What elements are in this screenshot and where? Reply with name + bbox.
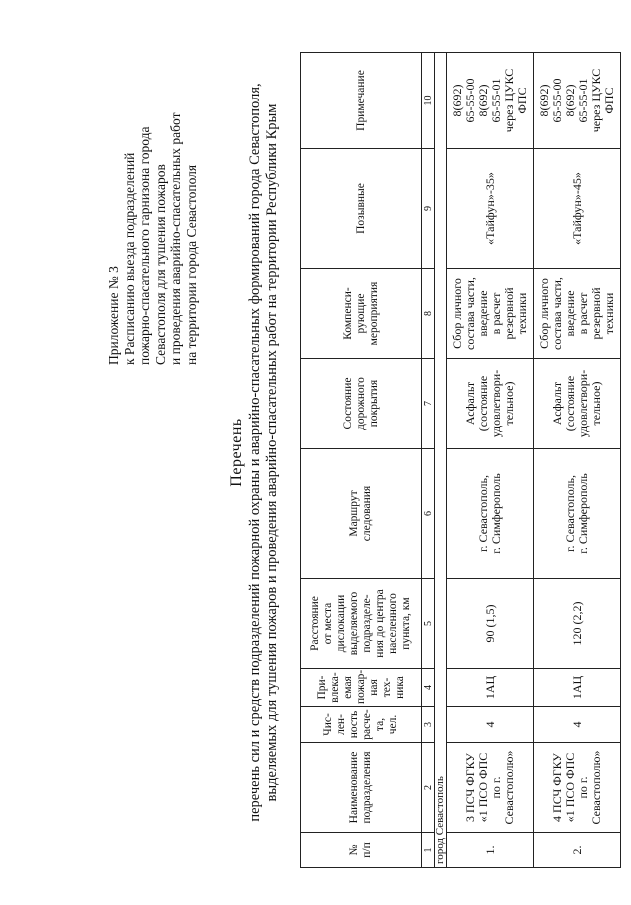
column-number: 8 bbox=[422, 269, 435, 359]
cell-callsign: «Тайфун»-35» bbox=[447, 149, 534, 269]
forces-table bbox=[300, 52, 621, 868]
cell-distance: 90 (1,5) bbox=[447, 579, 534, 669]
appendix-line: на территории города Севастополя bbox=[183, 164, 199, 365]
cell-number: 2. bbox=[534, 833, 621, 868]
header-cell: Позывные bbox=[301, 149, 422, 269]
cell-equipment: 1АЦ bbox=[447, 669, 534, 707]
header-cell: Расстояние от места дислокации выделяемого подразделе- ния до центра населенного пункта, км bbox=[301, 579, 422, 669]
cell-crew: 4 bbox=[447, 707, 534, 743]
document-subtitle-line-1: перечень сил и средств подразделений пожарной охраны и аварийно-спасательных формирований города Севастополя, bbox=[247, 83, 263, 822]
cell-equipment: 1АЦ bbox=[534, 669, 621, 707]
header-cell: Маршрут следования bbox=[301, 449, 422, 579]
column-number: 7 bbox=[422, 359, 435, 449]
header-cell: Состояние дорожного покрытия bbox=[301, 359, 422, 449]
cell-note: 8(692) 65-55-00 8(692) 65-55-01 через ЦУКС ФПС bbox=[534, 53, 621, 149]
cell-unit: 3 ПСЧ ФГКУ «1 ПСО ФПС по г. Севастополю» bbox=[447, 743, 534, 833]
column-number: 3 bbox=[422, 707, 435, 743]
section-label: город Севастополь bbox=[435, 53, 447, 868]
column-number: 5 bbox=[422, 579, 435, 669]
header-cell: Чис- лен- ность расче- та, чел. bbox=[301, 707, 422, 743]
table-row bbox=[534, 53, 621, 868]
cell-measures: Сбор личного состава части, введение в расчет резервной техники bbox=[534, 269, 621, 359]
cell-number: 1. bbox=[447, 833, 534, 868]
column-number: 1 bbox=[422, 833, 435, 868]
cell-road: Асфальт (состояние удовлетвори- тельное) bbox=[447, 359, 534, 449]
document-title: Перечень bbox=[228, 418, 245, 487]
appendix-line: и проведения аварийно-спасательных работ bbox=[168, 112, 183, 365]
cell-route: г. Севастополь, г. Симферополь bbox=[534, 449, 621, 579]
appendix-line: к Расписанию выезда подразделений bbox=[121, 152, 137, 365]
header-cell: № п/п bbox=[301, 833, 422, 868]
header-cell: Компенси- рующие мероприятия bbox=[301, 269, 422, 359]
cell-route: г. Севастополь, г. Симферополь bbox=[447, 449, 534, 579]
cell-road: Асфальт (состояние удовлетвори- тельное) bbox=[534, 359, 621, 449]
cell-callsign: «Тайфун»-45» bbox=[534, 149, 621, 269]
appendix-line: пожарно-спасательного гарнизона города bbox=[137, 126, 152, 365]
appendix-line: Севастополя для тушения пожаров bbox=[152, 164, 168, 365]
table-header-row bbox=[301, 53, 422, 868]
header-cell: При- влека- емая пожар- ная тех- ника bbox=[301, 669, 422, 707]
document-subtitle-line-2: выделяемых для тушения пожаров и проведения аварийно-спасательных работ на территории Республики Крым bbox=[264, 103, 280, 802]
table-row bbox=[447, 53, 534, 868]
cell-distance: 120 (2,2) bbox=[534, 579, 621, 669]
column-number: 2 bbox=[422, 743, 435, 833]
column-number: 4 bbox=[422, 669, 435, 707]
header-cell: Наименование подразделения bbox=[301, 743, 422, 833]
appendix-line: Приложение № 3 bbox=[106, 266, 121, 365]
cell-unit: 4 ПСЧ ФГКУ «1 ПСО ФПС по г. Севастополю» bbox=[534, 743, 621, 833]
header-cell: Примечание bbox=[301, 53, 422, 149]
cell-note: 8(692) 65-55-00 8(692) 65-55-01 через ЦУКС ФПС bbox=[447, 53, 534, 149]
column-number: 10 bbox=[422, 53, 435, 149]
cell-crew: 4 bbox=[534, 707, 621, 743]
appendix-header bbox=[106, 25, 199, 365]
column-number-row bbox=[422, 53, 435, 868]
column-number: 6 bbox=[422, 449, 435, 579]
section-row bbox=[435, 53, 447, 868]
column-number: 9 bbox=[422, 149, 435, 269]
cell-measures: Сбор личного состава части, введение в расчет резервной техники bbox=[447, 269, 534, 359]
